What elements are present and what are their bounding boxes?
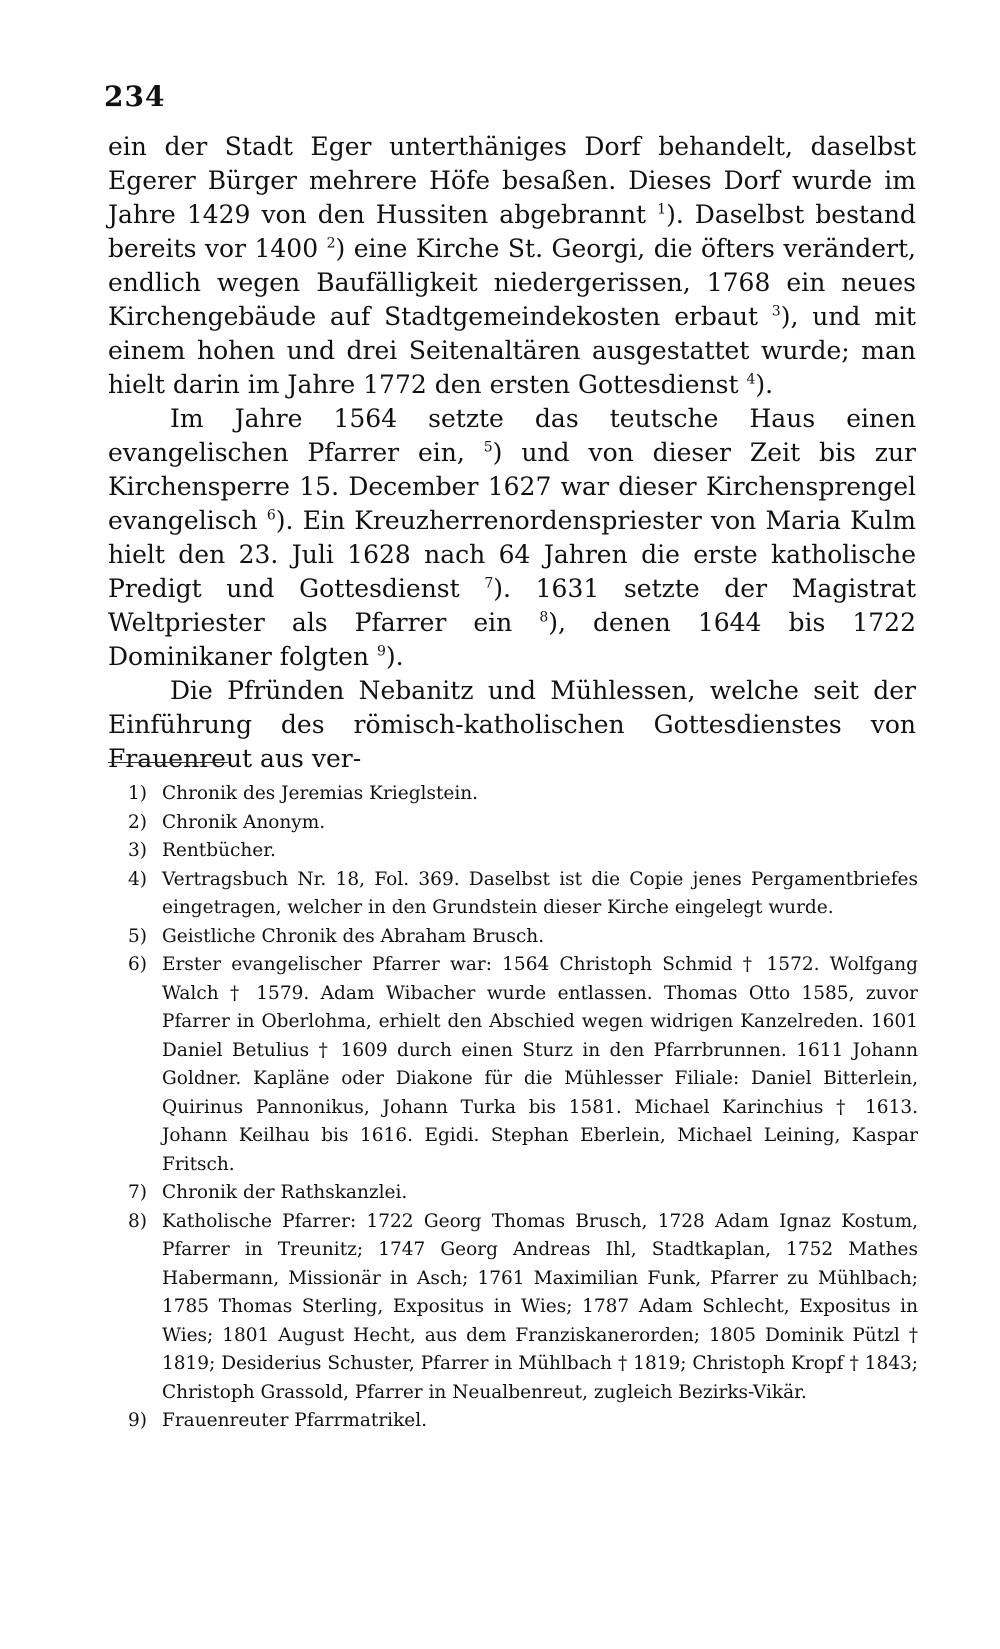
text-run: Im Jahre 1564 setzte das teutsche Haus einen evangelischen Pfarrer ein, — [108, 404, 916, 467]
footnote-number: 6) — [128, 954, 147, 975]
footnote-ref: 3 — [771, 303, 781, 320]
footnote — [128, 1208, 918, 1408]
text-run: ) eine Kirche St. Georgi, die öfters verändert, endlich wegen Baufälligkeit niedergerissen, 1768 ein neues Kirchengebäude auf Stadtgemeindekosten erbaut — [108, 234, 916, 331]
text-run: ) und von dieser Zeit bis zur Kirchensperre 15. December 1627 war dieser Kirchensprengel evangelisch — [108, 438, 916, 535]
footnote — [128, 923, 918, 952]
footnote-ref: 8 — [539, 609, 549, 626]
text-run: ). 1631 setzte der Magistrat Weltpriester als Pfarrer ein — [108, 574, 917, 637]
footnote-text: Erster evangelischer Pfarrer war: 1564 Christoph Schmid † 1572. Wolfgang Walch † 1579. Adam Wibacher wurde entlassen. Thomas Otto 1585, zuvor Pfarrer in Oberlohma, erhielt den Abschied wegen widrigen Kanzelreden. 1601 Daniel Betulius † 1609 durch einen Sturz in den Pfarrbrunnen. 1611 Johann Goldner. Kapläne oder Diakone für die Mühlesser Filiale: Daniel Bitterlein, Quirinus Pannonikus, Johann Turka bis 1581. Michael Karinchius † 1613. Johann Keilhau bis 1616. Egidi. Stephan Eberlein, Michael Leining, Kaspar Fritsch. — [162, 954, 918, 1175]
footnote-text: Chronik des Jeremias Krieglstein. — [162, 783, 479, 804]
footnote-text: Katholische Pfarrer: 1722 Georg Thomas Brusch, 1728 Adam Ignaz Kostum, Pfarrer in Treunitz; 1747 Georg Andreas Ihl, Stadtkaplan, 1752 Mathes Habermann, Missionär in Asch; 1761 Maximilian Funk, Pfarrer zu Mühlbach; 1785 Thomas Sterling, Expositus in Wies; 1787 Adam Schlecht, Expositus in Wies; 1801 August Hecht, aus dem Franziskanerorden; 1805 Dominik Pützl † 1819; Desiderius Schuster, Pfarrer in Mühlbach † 1819; Christoph Kropf † 1843; Christoph Grassold, Pfarrer in Neualbenreut, zugleich Bezirks-Vikär. — [162, 1210, 918, 1403]
text-run: Die Pfründen Nebanitz und Mühlessen, welche seit der Einführung des römisch-katholischen Gottesdienstes von Frauenreut aus ver- — [108, 676, 916, 773]
footnote-text: Frauenreuter Pfarrmatrikel. — [162, 1410, 428, 1431]
footnote-ref: 2 — [326, 235, 336, 252]
page-number: 234 — [104, 80, 166, 113]
footnote — [128, 1179, 918, 1208]
text-run: ). — [385, 642, 404, 671]
text-run: ). Ein Kreuzherrenordenspriester von Maria Kulm hielt den 23. Juli 1628 nach 64 Jahren die erste katholische Predigt und Gottesdienst — [108, 506, 917, 603]
footnote-ref: 6 — [266, 507, 276, 524]
paragraph — [108, 402, 916, 674]
footnote-number: 7) — [128, 1182, 147, 1203]
footnote-text: Rentbücher. — [162, 840, 276, 861]
footnote-separator — [108, 762, 228, 763]
footnote-number: 1) — [128, 783, 147, 804]
main-text — [108, 130, 916, 776]
footnote-number: 8) — [128, 1210, 147, 1232]
paragraph — [108, 130, 916, 402]
footnote — [128, 951, 918, 1179]
footnote-ref: 5 — [483, 439, 493, 456]
footnote-number: 2) — [128, 811, 147, 833]
footnotes — [128, 780, 918, 1436]
footnote-ref: 4 — [746, 371, 756, 388]
text-run: ), denen 1644 bis 1722 Dominikaner folgten — [108, 608, 916, 671]
footnote-text: Geistliche Chronik des Abraham Brusch. — [162, 925, 545, 947]
footnote-number: 9) — [128, 1410, 147, 1431]
footnote-number: 4) — [128, 868, 147, 890]
footnote-ref: 7 — [484, 575, 494, 592]
footnote — [128, 780, 918, 809]
footnote — [128, 866, 918, 923]
text-run: ein der Stadt Eger unterthäniges Dorf behandelt, daselbst Egerer Bürger mehrere Höfe besaßen. Dieses Dorf wurde im Jahre 1429 von den Hussiten abgebrannt — [108, 132, 916, 229]
text-run: ), und mit einem hohen und drei Seitenaltären ausgestattet wurde; man hielt darin im Jahre 1772 den ersten Gottesdienst — [108, 302, 916, 399]
footnote-ref: 1 — [657, 201, 667, 218]
footnote — [128, 1407, 918, 1436]
text-run: ). Daselbst bestand bereits vor 1400 — [108, 200, 916, 263]
footnote — [128, 837, 918, 866]
footnote — [128, 809, 918, 838]
footnote-ref: 9 — [376, 643, 386, 660]
footnote-number: 3) — [128, 840, 147, 861]
footnote-number: 5) — [128, 925, 147, 947]
text-run: ). — [755, 370, 774, 399]
footnote-text: Chronik der Rathskanzlei. — [162, 1182, 408, 1203]
footnote-text: Chronik Anonym. — [162, 811, 326, 833]
footnote-text: Vertragsbuch Nr. 18, Fol. 369. Daselbst ist die Copie jenes Pergamentbriefes eingetragen, welcher in den Grundstein dieser Kirche eingelegt wurde. — [162, 868, 918, 918]
paragraph — [108, 674, 916, 776]
